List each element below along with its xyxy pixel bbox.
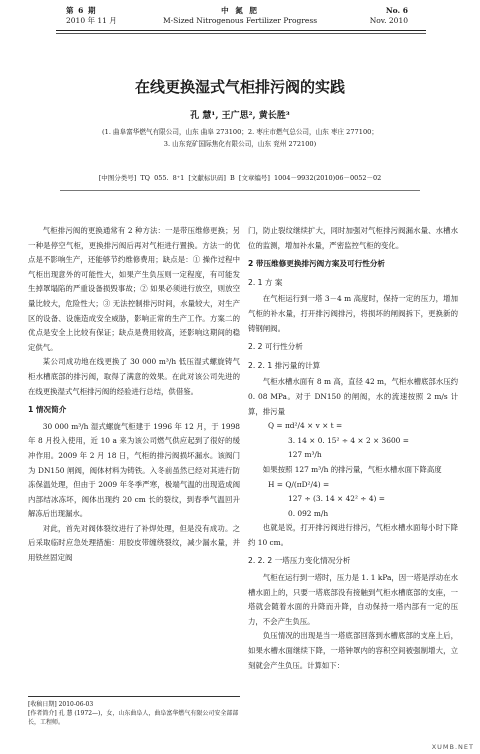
date-cn: 2010 年 11 月 <box>66 16 117 25</box>
paragraph: 对此，首先对阀体裂纹进行了补焊处理，但是没有成功。之后采取临时应急处理措施：用胶皮带缠绕裂纹，减少漏水量，并用铁丝固定阀 <box>28 523 240 563</box>
watermark: XUMB.NET <box>431 743 474 751</box>
paragraph: 气柜在运行到一塔时，压力是 1. 1 kPa，因一塔是浮动在水槽水面上的，只要一塔底部没有接触到气柜水槽底部的支座，一塔就会随着水面的升降而升降，自动保持一塔内部有一定的压力，不会产生负压。 <box>248 573 458 626</box>
affiliation-line-2: 3. 山东兖矿国际焦化有限公司，山东 兖州 272100) <box>163 140 317 148</box>
date-en: Nov. 2010 <box>369 16 408 25</box>
subsubsection-heading: 2. 2. 1 排污量的计算 <box>248 360 321 370</box>
paragraph: 负压情况的出现是当一塔底部回落到水槽底部的支座上后，如果水槽水面继续下降，一塔钟罩内的容积空间被强制增大，立刻就会产生负压。计算如下： <box>248 631 458 670</box>
subsection-heading: 2. 1 方 案 <box>248 277 283 287</box>
header-center <box>0 6 480 26</box>
paragraph: 门，防止裂纹继续扩大，同时加强对气柜排污阀漏水量、水槽水位的监测，增加补水量，严密监控气柜的变化。 <box>248 226 458 250</box>
subsubsection-heading: 2. 2. 2 一塔压力变化情况分析 <box>248 556 351 566</box>
issue-label: 第 6 期 <box>66 6 97 15</box>
subsection-heading: 2. 2 可行性分析 <box>248 342 303 352</box>
formula-line: Q = πd²/4 × v × t = <box>268 421 343 431</box>
section-heading: 2 带压维修更换排污阀方案及可行性分析 <box>248 259 386 269</box>
header-right <box>370 6 408 26</box>
paragraph: 30 000 m³/h 湿式螺旋气柜建于 1996 年 12 月，于 1998 年 8 月投入使用，近 10 a 来为该公司燃气供应起到了很好的缓冲作用。2009 年 2 月 18 日，气柜的排污阀损坏漏水。该阀门为 DN150 闸阀，阀体材料为铸铁。入冬前虽然已经对其进行防冻保温处理，但由于 2009 年冬季严寒，极端气温的出现造成阀内部结冰冻坏，阀体出现约 20 cm 长的裂纹，到春季气温回升解冻后出现漏水。 <box>28 421 240 519</box>
paragraph: 气柜排污阀的更换通常有 2 种方法：一是带压维修更换；另一种是停空气柜，更换排污阀后再对气柜进行置换。方法一的优点是不影响生产，还能够节约维修费用；缺点是：① 操作过程中气柜出现意外的可能性大，如果产生负压则一定程度，有可能发生掉罩塌陷的严重设备损毁事故；② 如果必须进行放空，则放空量比较大，危险性大；③ 无法控制排污时间，水量较大，对生产区的设备、设施造成安全威胁，影响正常的生产工作。方案二的优点是安全上比较有保证；缺点是费用较高，还影响这期间的稳定供气。 <box>28 226 240 352</box>
paragraph: 如果按照 127 m³/h 的排污量，气柜水槽水面下降高度 <box>262 464 442 474</box>
article-title: 在线更换湿式气柜排污阀的实践 <box>134 78 345 96</box>
formula-line: 3. 14 × 0. 15² ÷ 4 × 2 × 3600 = <box>288 435 409 445</box>
paragraph: 在气柜运行到一塔 3－4 m 高度时，保持一定的压力，增加气柜的补水量，打开排污阀排污，将损坏的闸阀拆下，更换新的铸钢闸阀。 <box>248 294 458 333</box>
formula-line: 127 m³/h <box>288 450 322 460</box>
journal-name-en: M-Sized Nitrogenous Fertilizer Progress <box>162 16 318 25</box>
abstract-rule <box>60 190 420 191</box>
left-column <box>28 224 240 566</box>
author-info: [作者简介] 孔 慧 (1972—)，女，山东曲阜人，曲阜富华燃气有限公司安全部部长，工程师。 <box>28 710 239 726</box>
article-authors: 孔 慧¹, 王广思², 黄长胜³ <box>190 111 290 121</box>
classification-line: [中图分类号] TQ 055. 8⁺1 [文献标识码] B [文章编号] 1004－9932(2010)06－0052－02 <box>98 174 382 182</box>
section-heading: 1 情况简介 <box>28 405 67 415</box>
right-column <box>248 224 458 673</box>
journal-name-cn: 中 氮 肥 <box>221 6 259 15</box>
formula-line: H = Q/(πD²/4) = <box>268 479 330 489</box>
paragraph: 气柜水槽水面有 8 m 高，直径 42 m，气柜水槽底部水压约 0. 08 MPa。对于 DN150 的闸阀，水的流速按照 2 m/s 计算，排污量 <box>248 377 458 416</box>
formula-line: 0. 092 m/h <box>288 508 329 518</box>
footnote <box>28 696 240 727</box>
header-rule-thin <box>56 33 426 34</box>
header-rule <box>56 30 426 31</box>
received-date: [收稿日期] 2010-06-03 <box>28 701 94 708</box>
formula-line: 127 ÷ (3. 14 × 42² ÷ 4) = <box>288 494 385 504</box>
number-label: No. 6 <box>385 6 408 15</box>
paragraph: 某公司成功地在线更换了 30 000 m³/h 低压湿式螺旋铸气柜水槽底部的排污阀，取得了满意的效果。在此对该公司先进的在线更换湿式气柜排污阀的经验进行总结，供借鉴。 <box>28 357 240 396</box>
affiliation-line-1: (1. 曲阜富华燃气有限公司，山东 曲阜 273100；2. 枣庄市燃气总公司，山东 枣庄 277100； <box>102 128 378 136</box>
paragraph: 也就是说，打开排污阀进行排污，气柜水槽水面每小时下降约 10 cm。 <box>248 523 458 547</box>
